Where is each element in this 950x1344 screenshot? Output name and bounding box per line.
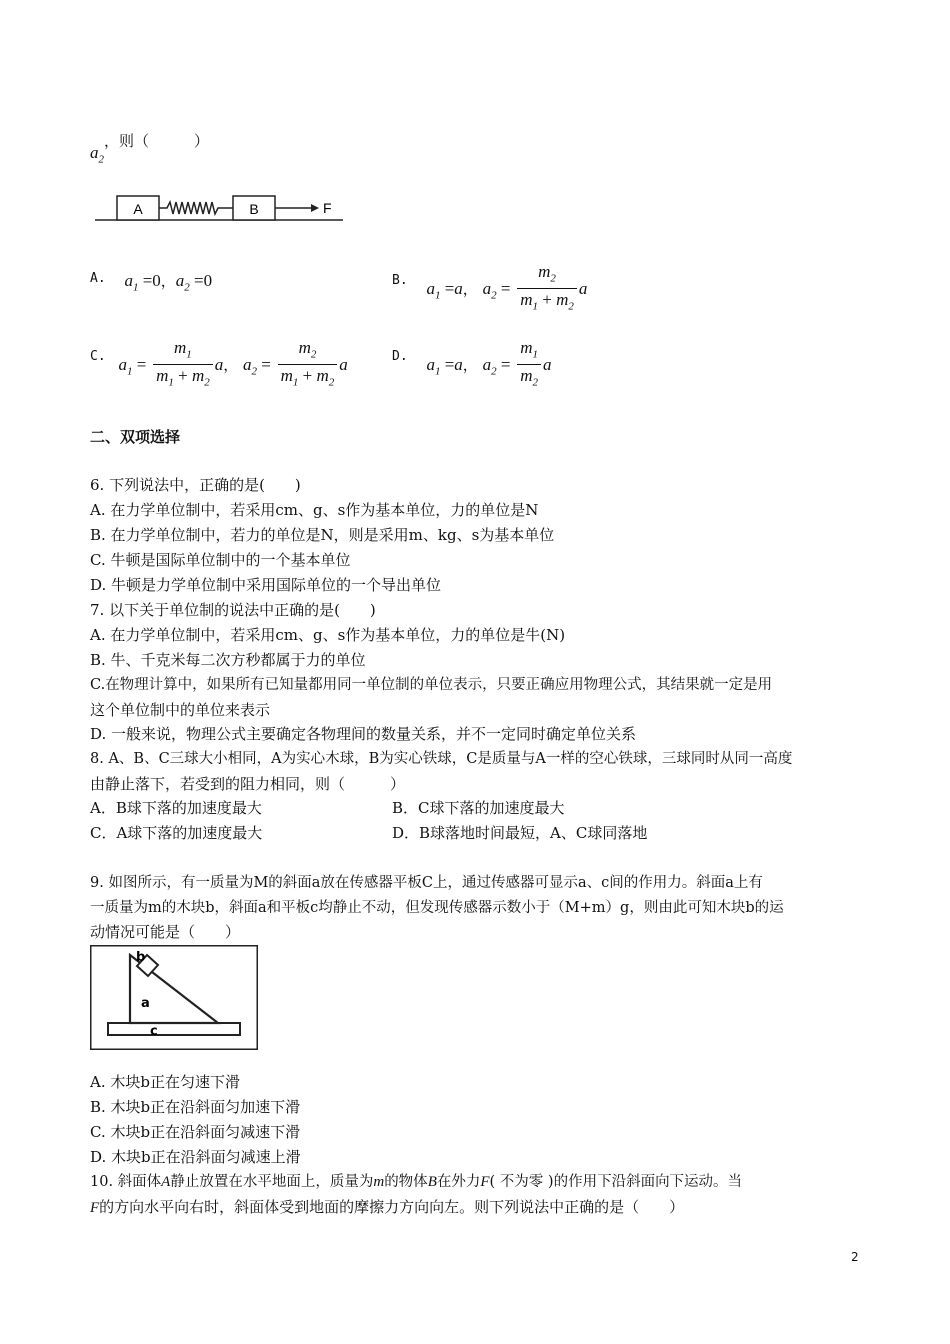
q5-text: ，则（ ） bbox=[104, 132, 210, 150]
question-line: A. 在力学单位制中，若采用cm、g、s作为基本单位，力的单位是牛(N) bbox=[90, 626, 566, 644]
incline-figure bbox=[90, 945, 258, 1050]
q8-option-a: A．B球下落的加速度最大 bbox=[90, 799, 262, 817]
force-label: F bbox=[323, 200, 332, 216]
spring-blocks-figure bbox=[95, 190, 355, 230]
q5-option-a: A. $a_1 =0$，$a_2 =0$ bbox=[90, 271, 213, 294]
question-line: 8. A、B、C三球大小相同，A为实心木球，B为实心铁球，C是质量与A一样的空心铁球，三球同时从同一高度 bbox=[90, 751, 793, 767]
block-b-label: b bbox=[136, 950, 146, 965]
question-line: C.在物理计算中，如果所有已知量都用同一单位制的单位表示，只要正确应用物理公式，其结果就一定是用 bbox=[90, 677, 773, 693]
question-line: C. 牛顿是国际单位制中的一个基本单位 bbox=[90, 551, 351, 569]
q8-option-d: D．B球落地时间最短，A、C球同落地 bbox=[392, 824, 648, 842]
q9-line: 一质量为m的木块b，斜面a和平板c均静止不动，但发现传感器示数小于（M+m）g，则由此可知木块b的运 bbox=[90, 900, 784, 916]
q5-tail bbox=[90, 130, 210, 166]
question-line: 由静止落下，若受到的阻力相同，则（ ） bbox=[90, 775, 406, 793]
q9-option: C. 木块b正在沿斜面匀减速下滑 bbox=[90, 1123, 301, 1141]
q8-option-b: B．C球下落的加速度最大 bbox=[392, 799, 565, 817]
question-line: B. 在力学单位制中，若力的单位是N，则是采用m、kg、s为基本单位 bbox=[90, 526, 555, 544]
question-line: A. 在力学单位制中，若采用cm、g、s作为基本单位，力的单位是N bbox=[90, 501, 539, 519]
q5-option-d: D. $a_1 =a$， $a_2$ = $\frac{m_1}{m_2}$ a bbox=[392, 338, 552, 389]
q9-option: A. 木块b正在匀速下滑 bbox=[90, 1073, 240, 1091]
section-title: 二、双项选择 bbox=[90, 428, 181, 446]
q5-option-b: B. $a_1 =a$， $a_2$ = $\frac{m_2}{m_1 + m_2}$ a bbox=[392, 262, 588, 313]
question-line: B. 牛、千克米每二次方秒都属于力的单位 bbox=[90, 651, 366, 669]
question-line: D. 一般来说，物理公式主要确定各物理间的数量关系，并不一定同时确定单位关系 bbox=[90, 725, 637, 743]
q10-line-1: 10. 斜面体A静止放置在水平地面上，质量为m的物体B在外力F( 不为零 )的作用下沿斜面向下运动。当 bbox=[90, 1174, 743, 1190]
q5-symbol: $a_2$ bbox=[90, 143, 104, 166]
block-b-label: B bbox=[249, 201, 259, 217]
question-line: 6. 下列说法中，正确的是( ) bbox=[90, 476, 301, 494]
q9-option: D. 木块b正在沿斜面匀减速上滑 bbox=[90, 1148, 301, 1166]
block-a-label: A bbox=[133, 201, 143, 217]
question-line: 这个单位制中的单位来表示 bbox=[90, 701, 271, 719]
q9-option: B. 木块b正在沿斜面匀加速下滑 bbox=[90, 1098, 301, 1116]
q9-line: 9. 如图所示，有一质量为M的斜面a放在传感器平板C上，通过传感器可显示a、c间的作用力。斜面a上有 bbox=[90, 875, 763, 891]
q8-option-c: C．A球下落的加速度最大 bbox=[90, 824, 263, 842]
q9-line: 动情况可能是（ ） bbox=[90, 923, 241, 941]
incline-a-label: a bbox=[141, 996, 150, 1011]
question-line: 7. 以下关于单位制的说法中正确的是( ) bbox=[90, 601, 376, 619]
q10-line-2: F的方向水平向右时，斜面体受到地面的摩擦力方向向左。则下列说法中正确的是（ ） bbox=[90, 1198, 685, 1216]
question-line: D. 牛顿是力学单位制中采用国际单位的一个导出单位 bbox=[90, 576, 442, 594]
q5-option-c: C. $a_1$ = $\frac{m_1}{m_1 + m_2}$ a， $a_2$ = $\frac{m_2}{m_1 + m_2}$ a bbox=[90, 338, 348, 389]
plate-c-label: c bbox=[150, 1024, 158, 1039]
page-number: 2 bbox=[851, 1250, 859, 1264]
